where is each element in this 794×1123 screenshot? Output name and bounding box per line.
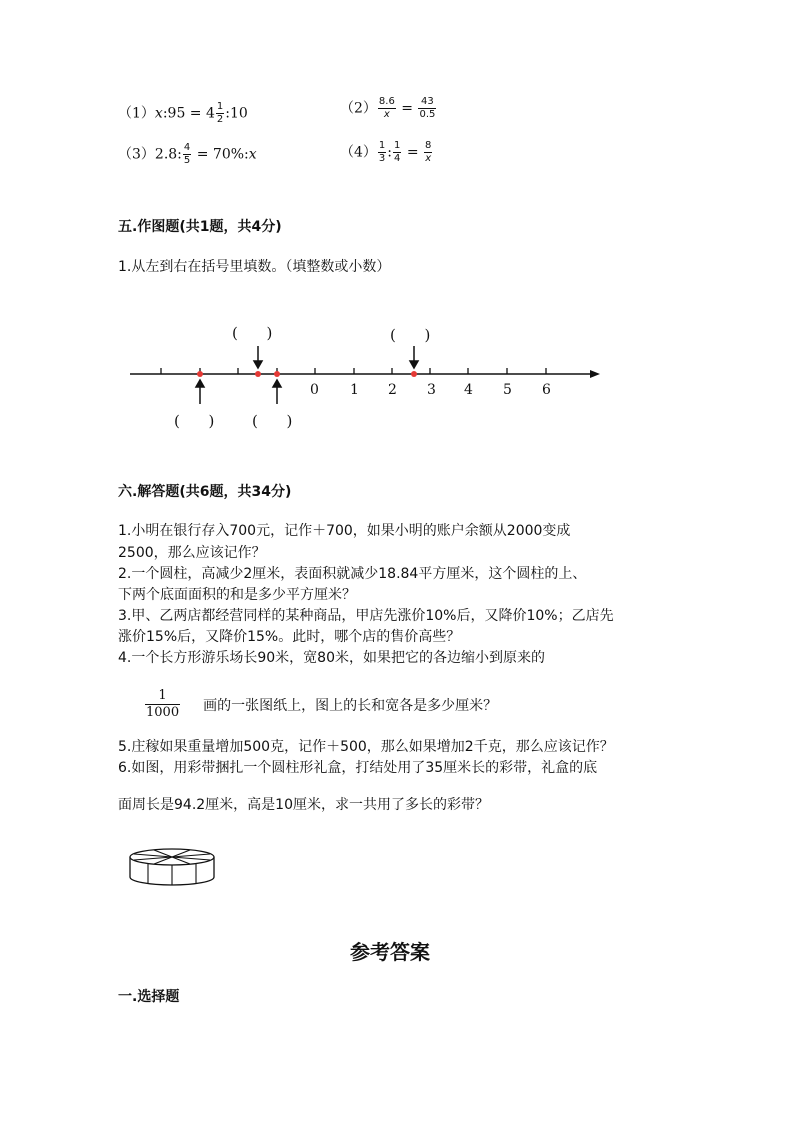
frac-den: 0.5 [419, 109, 436, 120]
eq-number: （4） [340, 144, 377, 161]
q4-line2 [144, 688, 497, 721]
frac-num: 1 [378, 140, 386, 151]
answers-section1: 一.选择题 [118, 989, 180, 1005]
q6-line1: 6.如图，用彩带捆扎一个圆柱形礼盒，打结处用了35厘米长的彩带，礼盒的底 [118, 760, 598, 776]
eq-text: = 70%: [192, 146, 249, 163]
q6-line2: 面周长是94.2厘米，高是10厘米，求一共用了多长的彩带？ [118, 797, 489, 813]
equation-3 [118, 142, 257, 167]
frac-den: 3 [378, 153, 386, 164]
tick-label-3: 3 [427, 382, 436, 398]
q5: 5.庄稼如果重量增加500克，记作＋500，那么如果增加2千克，那么应该记作？ [118, 739, 614, 755]
tick-label-0: 0 [310, 382, 319, 398]
blank-top-d: ( ) [390, 326, 431, 344]
q4-line1: 4.一个长方形游乐场长90米，宽80米，如果把它的各边缩小到原来的 [118, 650, 545, 666]
q1-line1: 1.小明在银行存入700元，记作＋700，如果小明的账户余额从2000变成 [118, 523, 571, 539]
number-line-figure [118, 316, 608, 436]
eq-number: （3） [118, 146, 155, 163]
point-a [197, 371, 203, 377]
eq-fraction [393, 140, 401, 165]
frac-den: 4 [394, 153, 401, 164]
ribbon-side [148, 864, 196, 885]
q4-rest: 画的一张图纸上，图上的长和宽各是多少厘米？ [203, 697, 498, 714]
q3-line1: 3.甲、乙两店都经营同样的某种商品，甲店先涨价10%后，又降价10%；乙店先 [118, 608, 614, 624]
blank-top-b: ( ) [232, 324, 273, 342]
frac-num: 8 [425, 140, 432, 151]
ticks [161, 368, 546, 374]
eq-text: :95 = 4 [162, 105, 215, 122]
tick-label-2: 2 [388, 382, 397, 398]
arrowhead-icon [590, 370, 600, 378]
frac-num: 4 [183, 142, 191, 153]
eq-text: :10 [225, 105, 248, 122]
equation-1 [118, 101, 248, 126]
q3-line2: 涨价15%后，又降价15%。此时，哪个店的售价高些？ [118, 629, 461, 645]
equation-4 [340, 140, 433, 165]
eq-fraction [418, 96, 436, 121]
eq-fraction [424, 140, 432, 165]
eq-colon: : [387, 144, 393, 161]
frac-num: 1 [216, 101, 224, 112]
frac-num: 1 [394, 140, 401, 151]
eq-equals: = [406, 144, 419, 161]
eq-fraction [216, 101, 224, 126]
tick-label-1: 1 [350, 382, 359, 398]
frac-den: x [383, 109, 390, 120]
blank-bottom-c: ( ) [252, 412, 293, 430]
equation-2 [340, 96, 437, 121]
eq-var: x [154, 105, 163, 122]
arrow-down-icon [410, 361, 418, 368]
eq-fraction [378, 96, 396, 121]
arrow-up-icon [196, 380, 204, 387]
q2-line1: 2.一个圆柱，高减少2厘米，表面积就减少18.84平方厘米，这个圆柱的上、 [118, 566, 587, 582]
section5-question1: 1.从左到右在括号里填数。（填整数或小数） [118, 259, 391, 275]
point-b [255, 371, 261, 377]
q2-line2: 下两个底面面积的和是多少平方厘米？ [118, 587, 356, 603]
tick-label-4: 4 [464, 382, 473, 398]
eq-text: 2.8: [154, 146, 182, 163]
q1-line2: 2500，那么应该记作？ [118, 545, 266, 561]
eq-number: （1） [118, 105, 155, 122]
eq-fraction [183, 142, 191, 167]
gift-box-figure [126, 845, 218, 887]
point-c [274, 371, 280, 377]
arrow-down-icon [254, 361, 262, 368]
eq-number: （2） [340, 100, 377, 117]
frac-den: 5 [183, 155, 191, 166]
frac-num: 8.6 [378, 96, 395, 107]
frac-num: 43 [418, 96, 436, 109]
frac-den: 2 [216, 114, 224, 125]
frac-den: x [425, 153, 432, 164]
arrow-up-icon [273, 380, 281, 387]
blank-bottom-a: ( ) [174, 412, 215, 430]
frac-num: 1 [145, 688, 180, 705]
point-d [411, 371, 417, 377]
q4-fraction [145, 688, 180, 721]
eq-var: x [248, 146, 257, 163]
frac-den: 1000 [146, 705, 180, 720]
section5-title: 五.作图题(共1题，共4分) [118, 219, 282, 235]
eq-fraction [378, 140, 386, 165]
tick-label-5: 5 [503, 382, 512, 398]
tick-label-6: 6 [542, 382, 551, 398]
answers-title: 参考答案 [350, 940, 430, 964]
section6-title: 六.解答题(共6题，共34分) [118, 484, 292, 500]
eq-equals: = [401, 100, 414, 117]
